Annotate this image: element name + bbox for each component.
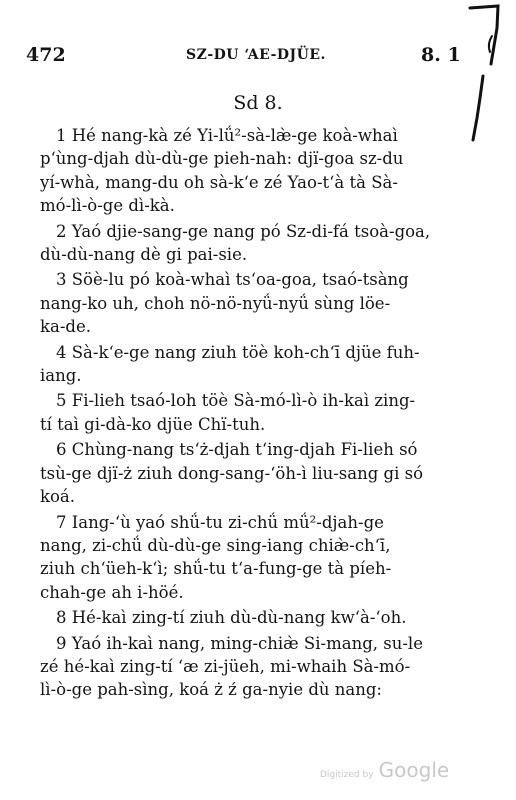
verse-line: ziuh ch‘üeh-k‘ì; shǘ-tu t‘a-fung-ge tà píeh- [40,559,392,579]
verse-line: dù-dù-nang dè gi pai-sie. [40,245,248,265]
verse-line: nang-ko uh, choh nö-nö-nyǘ-nyǘ sùng löe- [40,293,391,313]
verse-line: tsù-ge djï-ż ziuh dong-sang-‘öh-ì liu-sang gi só [40,463,424,483]
verse-line: 6 Chùng-nang ts‘ż-djah t‘ing-djah Fi-lieh só [56,440,418,460]
verse-line: 4 Sà-k‘e-ge nang ziuh töè koh-ch‘ī djüe fuh- [56,342,420,362]
watermark-prefix: Digitized by [320,770,374,780]
verse-line: p‘ùng-djah dù-dù-ge pieh-nah: djï-goa sz-du [40,149,404,169]
verse-line: 8 Hé-kaì zing-tí ziuh dù-dù-nang kw‘à-‘oh. [56,608,407,628]
verse-line: iang. [40,366,82,386]
verse-line: 1 Hé nang-kà zé Yi-lǘ²-sà-læ̀-ge koà-whaì [56,126,398,145]
chapter-heading: Sd 8. [233,92,283,114]
page-number: 472 [26,44,66,66]
watermark-brand: Google [378,758,450,782]
verse-line: yí-whà, mang-du oh sà-k‘e zé Yao-t‘à tà Sà- [40,172,398,192]
pen-stroke-top [470,6,498,64]
verse-line: tí taì gi-dà-ko djüe Chï-tuh. [40,414,266,434]
verse-line: 7 Iang-‘ù yaó shǘ-tu zi-chǘ mǘ²-djah-ge [56,512,384,532]
verse-line: 3 Söè-lu pó koà-whaì ts‘oa-goa, tsaó-tsàng [56,270,409,290]
pen-stroke-long [473,76,483,140]
running-title: SZ-DU ‘AE-DJÜE. [186,47,326,63]
verse-line: koá. [40,487,76,507]
verse-line: chah-ge ah i-höé. [40,582,184,602]
digitized-by-google-watermark [320,758,449,782]
verse-line: lì-ò-ge pah-sìng, koá ż ź ga-nyie dù nang: [40,680,382,700]
verse-line: zé hé-kaì zing-tí ‘æ zi-jüeh, mi-whaih Sà-mó- [40,656,411,676]
verse-line: 9 Yaó ih-kaì nang, ming-chiæ̀ Si-mang, su-le [56,633,423,653]
verse-line: mó-lì-ò-ge dì-kà. [40,196,175,216]
pen-stroke-hook [489,36,492,52]
verse-line: 5 Fi-lieh tsaó-loh töè Sà-mó-lì-ò ih-kaì zing- [56,391,416,411]
verse-line: ka-de. [40,317,91,337]
verse-line: nang, zi-chǘ dù-dù-ge sing-iang chiæ̀-ch‘ī, [40,535,391,555]
verse-line: 2 Yaó djie-sang-ge nang pó Sz-di-fá tsoà-goa, [56,221,431,241]
section-reference: 8. 1 [421,44,461,66]
